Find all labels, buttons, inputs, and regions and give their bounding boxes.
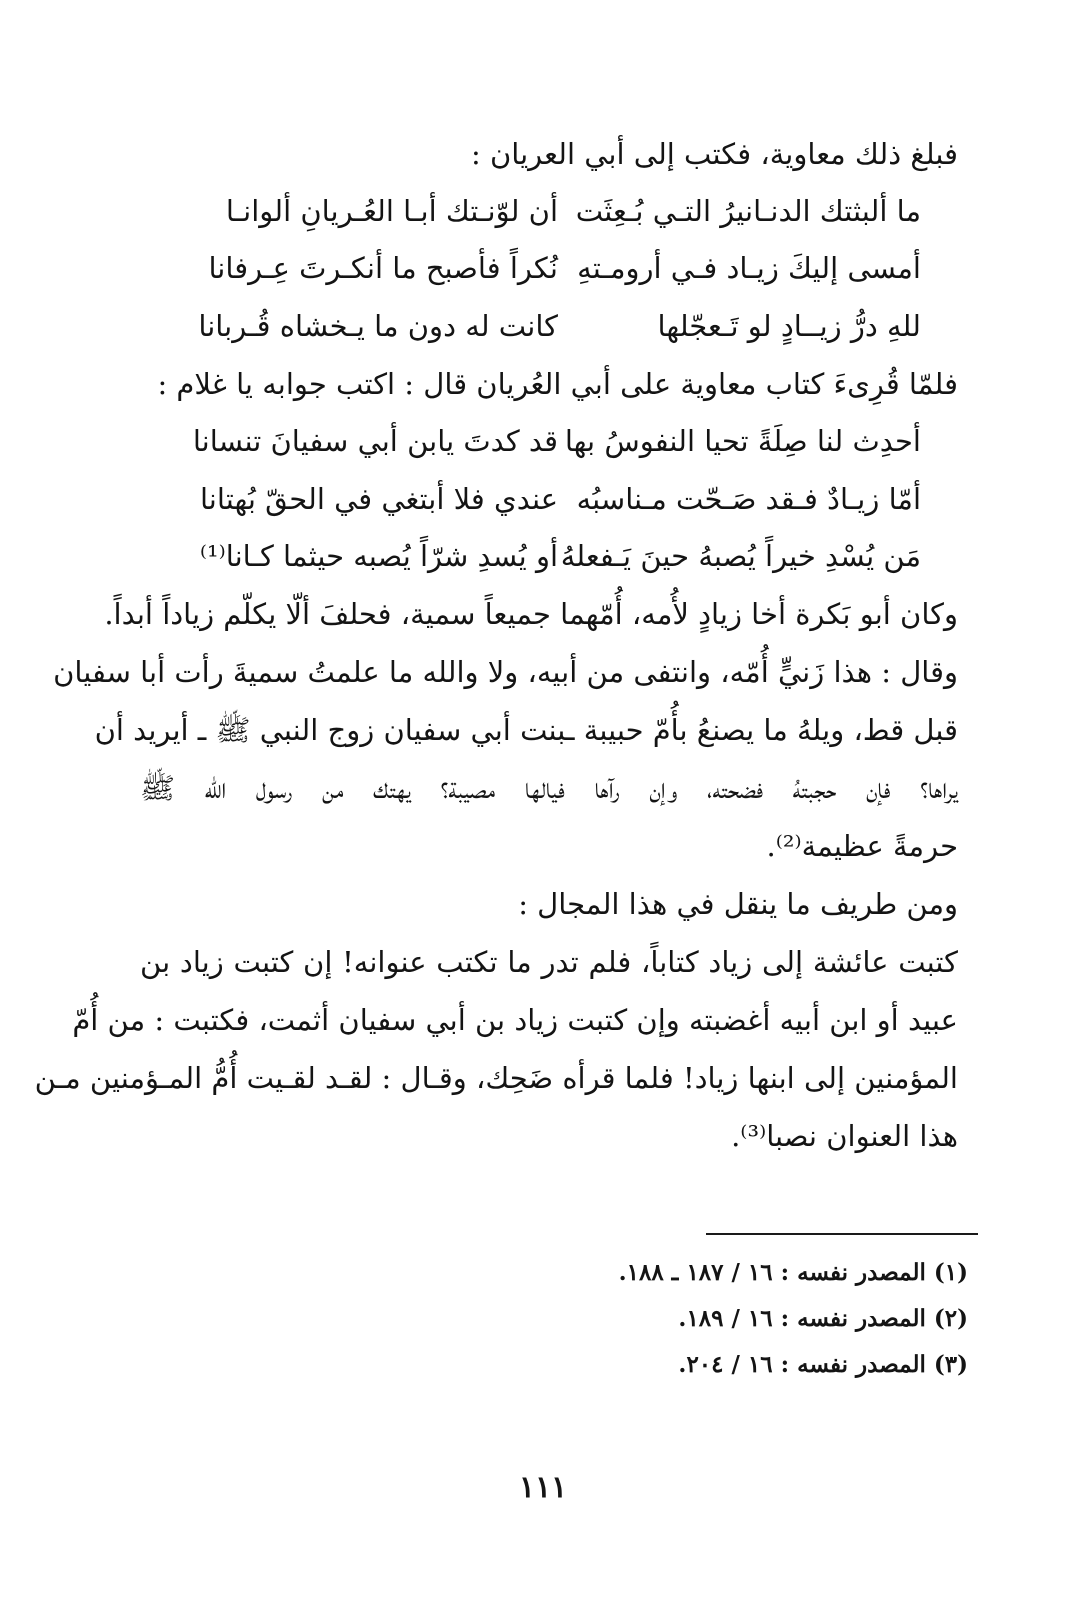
footnote-3: (٣) المصدر نفسه : ١٦ / ٢٠٤. <box>678 1351 968 1378</box>
paragraph-2-line-4: هذا العنوان نصبا⁽³⁾. <box>731 1119 958 1153</box>
poem-2-verse-1-second-hemistich: قد كدتَ يابن أبي سفيانَ تنسانا <box>192 424 558 458</box>
paragraph-1-line-4: يراها؟ فإن حجبتهُ فضحته، وإن رآها فيالها مصيبة؟ يهتك من رسول الله ﷺ <box>140 771 958 805</box>
poem-1-verse-3-second-hemistich: كانت له دون ما يـخشاه قُـربانا <box>198 309 558 343</box>
footnote-2: (٢) المصدر نفسه : ١٦ / ١٨٩. <box>678 1305 968 1332</box>
poem-1-verse-3-first-hemistich: للهِ درُّ زيــادٍ لو تَـعجّلها <box>657 309 921 343</box>
poem-2-verse-1-first-hemistich: أحدِث لنا صِلَةً تحيا النفوسُ بها <box>564 424 921 458</box>
poem-2-verse-2-first-hemistich: أمّا زيـادٌ فـقد صَـحّت مـناسبُه <box>576 482 921 516</box>
paragraph-2-line-1: كتبت عائشة إلى زياد كتاباً، فلم تدر ما تكتب عنوانه! إن كتبت زياد بن <box>140 945 958 979</box>
paragraph-1-line-1: وكان أبو بَكرة أخا زيادٍ لأُمه، أُمّهما جميعاً سمية، فحلفَ ألّا يكلّم زياداً أبداً. <box>104 597 958 631</box>
page-number: ١١١ <box>518 1470 568 1505</box>
poem-1-verse-1-second-hemistich: أن لوّنـتك أبـا العُـريانِ ألوانـا <box>225 194 558 228</box>
paragraph-1-line-2: وقال : هذا زَنيٍّ أُمّه، وانتفى من أبيه، ولا والله ما علمتُ سميةَ رأت أبا سفيان <box>53 655 958 689</box>
paragraph-1-line-3: قبل قط، ويلهُ ما يصنعُ بأُمّ حبيبة ـبنت أبي سفيان زوج النبي ﷺ ـ أيريد أن <box>94 713 958 747</box>
intro-line-2: فلمّا قُرِىءَ كتاب معاوية على أبي العُريان قال : اكتب جوابه يا غلام : <box>157 367 958 401</box>
poem-1-verse-2-second-hemistich: نُكراً فأصبح ما أنكـرتَ عِـرفانا <box>208 251 558 285</box>
intro-line-3: ومن طريف ما ينقل في هذا المجال : <box>518 887 958 921</box>
poem-2-verse-2-second-hemistich: عندي فلا أبتغي في الحقّ بُهتانا <box>199 482 558 516</box>
footnote-1: (١) المصدر نفسه : ١٦ / ١٨٧ ـ ١٨٨. <box>618 1259 968 1286</box>
poem-2-verse-3-first-hemistich: مَن يُسْدِ خيراً يُصبهُ حينَ يَـفعلهُ <box>560 539 921 573</box>
intro-line-1: فبلغ ذلك معاوية، فكتب إلى أبي العريان : <box>470 137 958 171</box>
paragraph-2-line-2: عبيد أو ابن أبيه أغضبته وإن كتبت زياد بن أبي سفيان أثمت، فكتبت : من أُمّ <box>72 1003 958 1037</box>
paragraph-2-line-3: المؤمنين إلى ابنها زياد! فلما قرأه ضَحِك، وقـال : لقـد لقـيت أُمُّ المـؤمنين مـن <box>34 1061 958 1095</box>
footnote-separator <box>706 1233 978 1235</box>
poem-1-verse-2-first-hemistich: أمسى إليكَ زيـاد فـي أرومـتهِ <box>577 251 921 285</box>
poem-2-verse-3-second-hemistich: أو يُسدِ شرّاً يُصبه حيثما كـانا⁽¹⁾ <box>199 539 558 573</box>
paragraph-1-line-5: حرمةً عظيمة⁽²⁾. <box>766 829 958 863</box>
poem-1-verse-1-first-hemistich: ما ألبثتك الدنـانيرُ التـي بُـعِثَت <box>575 194 921 228</box>
